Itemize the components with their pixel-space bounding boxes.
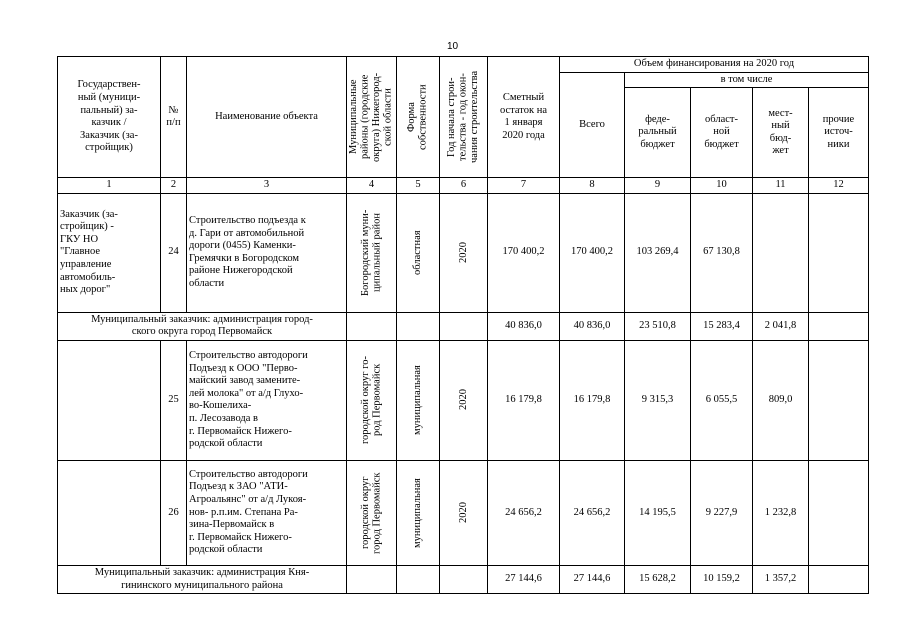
- row-num: 24: [161, 193, 187, 312]
- row-object: Строительство подъезда к д. Гари от автомобильной дороги (0455) Каменки- Гремячки в Богородском районе Нижегородской области: [187, 193, 347, 312]
- row-ownership: муниципальная: [397, 340, 440, 460]
- header-regional: област- ной бюджет: [691, 88, 753, 178]
- municipal-customer-row: [58, 312, 869, 340]
- col-num-8: 8: [560, 178, 625, 194]
- muni-empty-6: [440, 565, 488, 593]
- muni-total: 40 836,0: [560, 312, 625, 340]
- muni-regional: 15 283,4: [691, 312, 753, 340]
- row-federal: 14 195,5: [625, 460, 691, 565]
- row-local: 1 232,8: [753, 460, 809, 565]
- header-funding-group: Объем финансирования на 2020 год: [560, 57, 869, 73]
- header-federal: феде- ральный бюджет: [625, 88, 691, 178]
- row-district: Богородский муни- ципальный район: [347, 193, 397, 312]
- row-balance: 16 179,8: [488, 340, 560, 460]
- row-customer: [58, 460, 161, 565]
- row-other: [809, 340, 869, 460]
- row-federal: 103 269,4: [625, 193, 691, 312]
- header-num: № п/п: [161, 57, 187, 178]
- col-num-5: 5: [397, 178, 440, 194]
- municipal-customer-row: [58, 565, 869, 593]
- municipal-customer-label: Муниципальный заказчик: администрация город- ского округа город Первомайск: [58, 312, 347, 340]
- muni-empty-6: [440, 312, 488, 340]
- col-num-7: 7: [488, 178, 560, 194]
- header-customer: Государствен- ный (муници- пальный) за- казчик / Заказчик (за- стройщик): [58, 57, 161, 178]
- row-district: городской округ го- род Первомайск: [347, 340, 397, 460]
- row-ownership: областная: [397, 193, 440, 312]
- col-num-3: 3: [187, 178, 347, 194]
- header-total: Всего: [560, 72, 625, 178]
- row-regional: 9 227,9: [691, 460, 753, 565]
- muni-other: [809, 312, 869, 340]
- muni-empty-4: [347, 312, 397, 340]
- row-years: 2020: [440, 340, 488, 460]
- header-ownership: Форма собственности: [397, 57, 440, 178]
- col-num-11: 11: [753, 178, 809, 194]
- muni-federal: 23 510,8: [625, 312, 691, 340]
- row-total: 24 656,2: [560, 460, 625, 565]
- row-customer: Заказчик (за- стройщик) - ГКУ НО "Главное управление автомобиль- ных дорог": [58, 193, 161, 312]
- column-number-row: [58, 178, 869, 194]
- row-total: 16 179,8: [560, 340, 625, 460]
- row-ownership: муниципальная: [397, 460, 440, 565]
- row-regional: 6 055,5: [691, 340, 753, 460]
- header-other: прочие источ- ники: [809, 88, 869, 178]
- muni-local: 1 357,2: [753, 565, 809, 593]
- muni-empty-4: [347, 565, 397, 593]
- muni-local: 2 041,8: [753, 312, 809, 340]
- col-num-6: 6: [440, 178, 488, 194]
- col-num-4: 4: [347, 178, 397, 194]
- row-regional: 67 130,8: [691, 193, 753, 312]
- muni-balance: 27 144,6: [488, 565, 560, 593]
- muni-balance: 40 836,0: [488, 312, 560, 340]
- row-num: 26: [161, 460, 187, 565]
- row-total: 170 400,2: [560, 193, 625, 312]
- table-row: [58, 193, 869, 312]
- municipal-customer-label: Муниципальный заказчик: администрация Кня- гининского муниципального района: [58, 565, 347, 593]
- muni-total: 27 144,6: [560, 565, 625, 593]
- table-row: [58, 460, 869, 565]
- col-num-1: 1: [58, 178, 161, 194]
- col-num-9: 9: [625, 178, 691, 194]
- header-object-name: Наименование объекта: [187, 57, 347, 178]
- row-customer: [58, 340, 161, 460]
- muni-regional: 10 159,2: [691, 565, 753, 593]
- table-row: [58, 340, 869, 460]
- row-years: 2020: [440, 193, 488, 312]
- row-federal: 9 315,3: [625, 340, 691, 460]
- row-object: Строительство автодороги Подъезд к ООО "Перво- майский завод замените- лей молока" от а/д Глухо- во-Кошелиха- п. Лесозавода в г. Первомайск Нижего- родской области: [187, 340, 347, 460]
- header-including: в том числе: [625, 72, 869, 88]
- row-other: [809, 460, 869, 565]
- header-districts: Муниципальные районы (городские округа) Нижегород- ской области: [347, 57, 397, 178]
- muni-federal: 15 628,2: [625, 565, 691, 593]
- header-row-1: [58, 57, 869, 73]
- row-balance: 170 400,2: [488, 193, 560, 312]
- col-num-12: 12: [809, 178, 869, 194]
- row-num: 25: [161, 340, 187, 460]
- row-local: 809,0: [753, 340, 809, 460]
- muni-other: [809, 565, 869, 593]
- row-local: [753, 193, 809, 312]
- row-balance: 24 656,2: [488, 460, 560, 565]
- page-number: 10: [446, 41, 459, 52]
- muni-empty-5: [397, 565, 440, 593]
- row-other: [809, 193, 869, 312]
- muni-empty-5: [397, 312, 440, 340]
- header-local: мест- ный бюд- жет: [753, 88, 809, 178]
- col-num-10: 10: [691, 178, 753, 194]
- header-years: Год начала строи- тельства - год окон- чания строительства: [440, 57, 488, 178]
- row-district: городской округ город Первомайск: [347, 460, 397, 565]
- col-num-2: 2: [161, 178, 187, 194]
- header-balance: Сметный остаток на 1 января 2020 года: [488, 57, 560, 178]
- funding-table: [57, 56, 869, 594]
- row-object: Строительство автодороги Подъезд к ЗАО "АТИ- Агроальянс" от а/д Лукоя- нов- р.п.им. Степана Ра- зина-Первомайск в г. Первомайск Нижего- родской области: [187, 460, 347, 565]
- row-years: 2020: [440, 460, 488, 565]
